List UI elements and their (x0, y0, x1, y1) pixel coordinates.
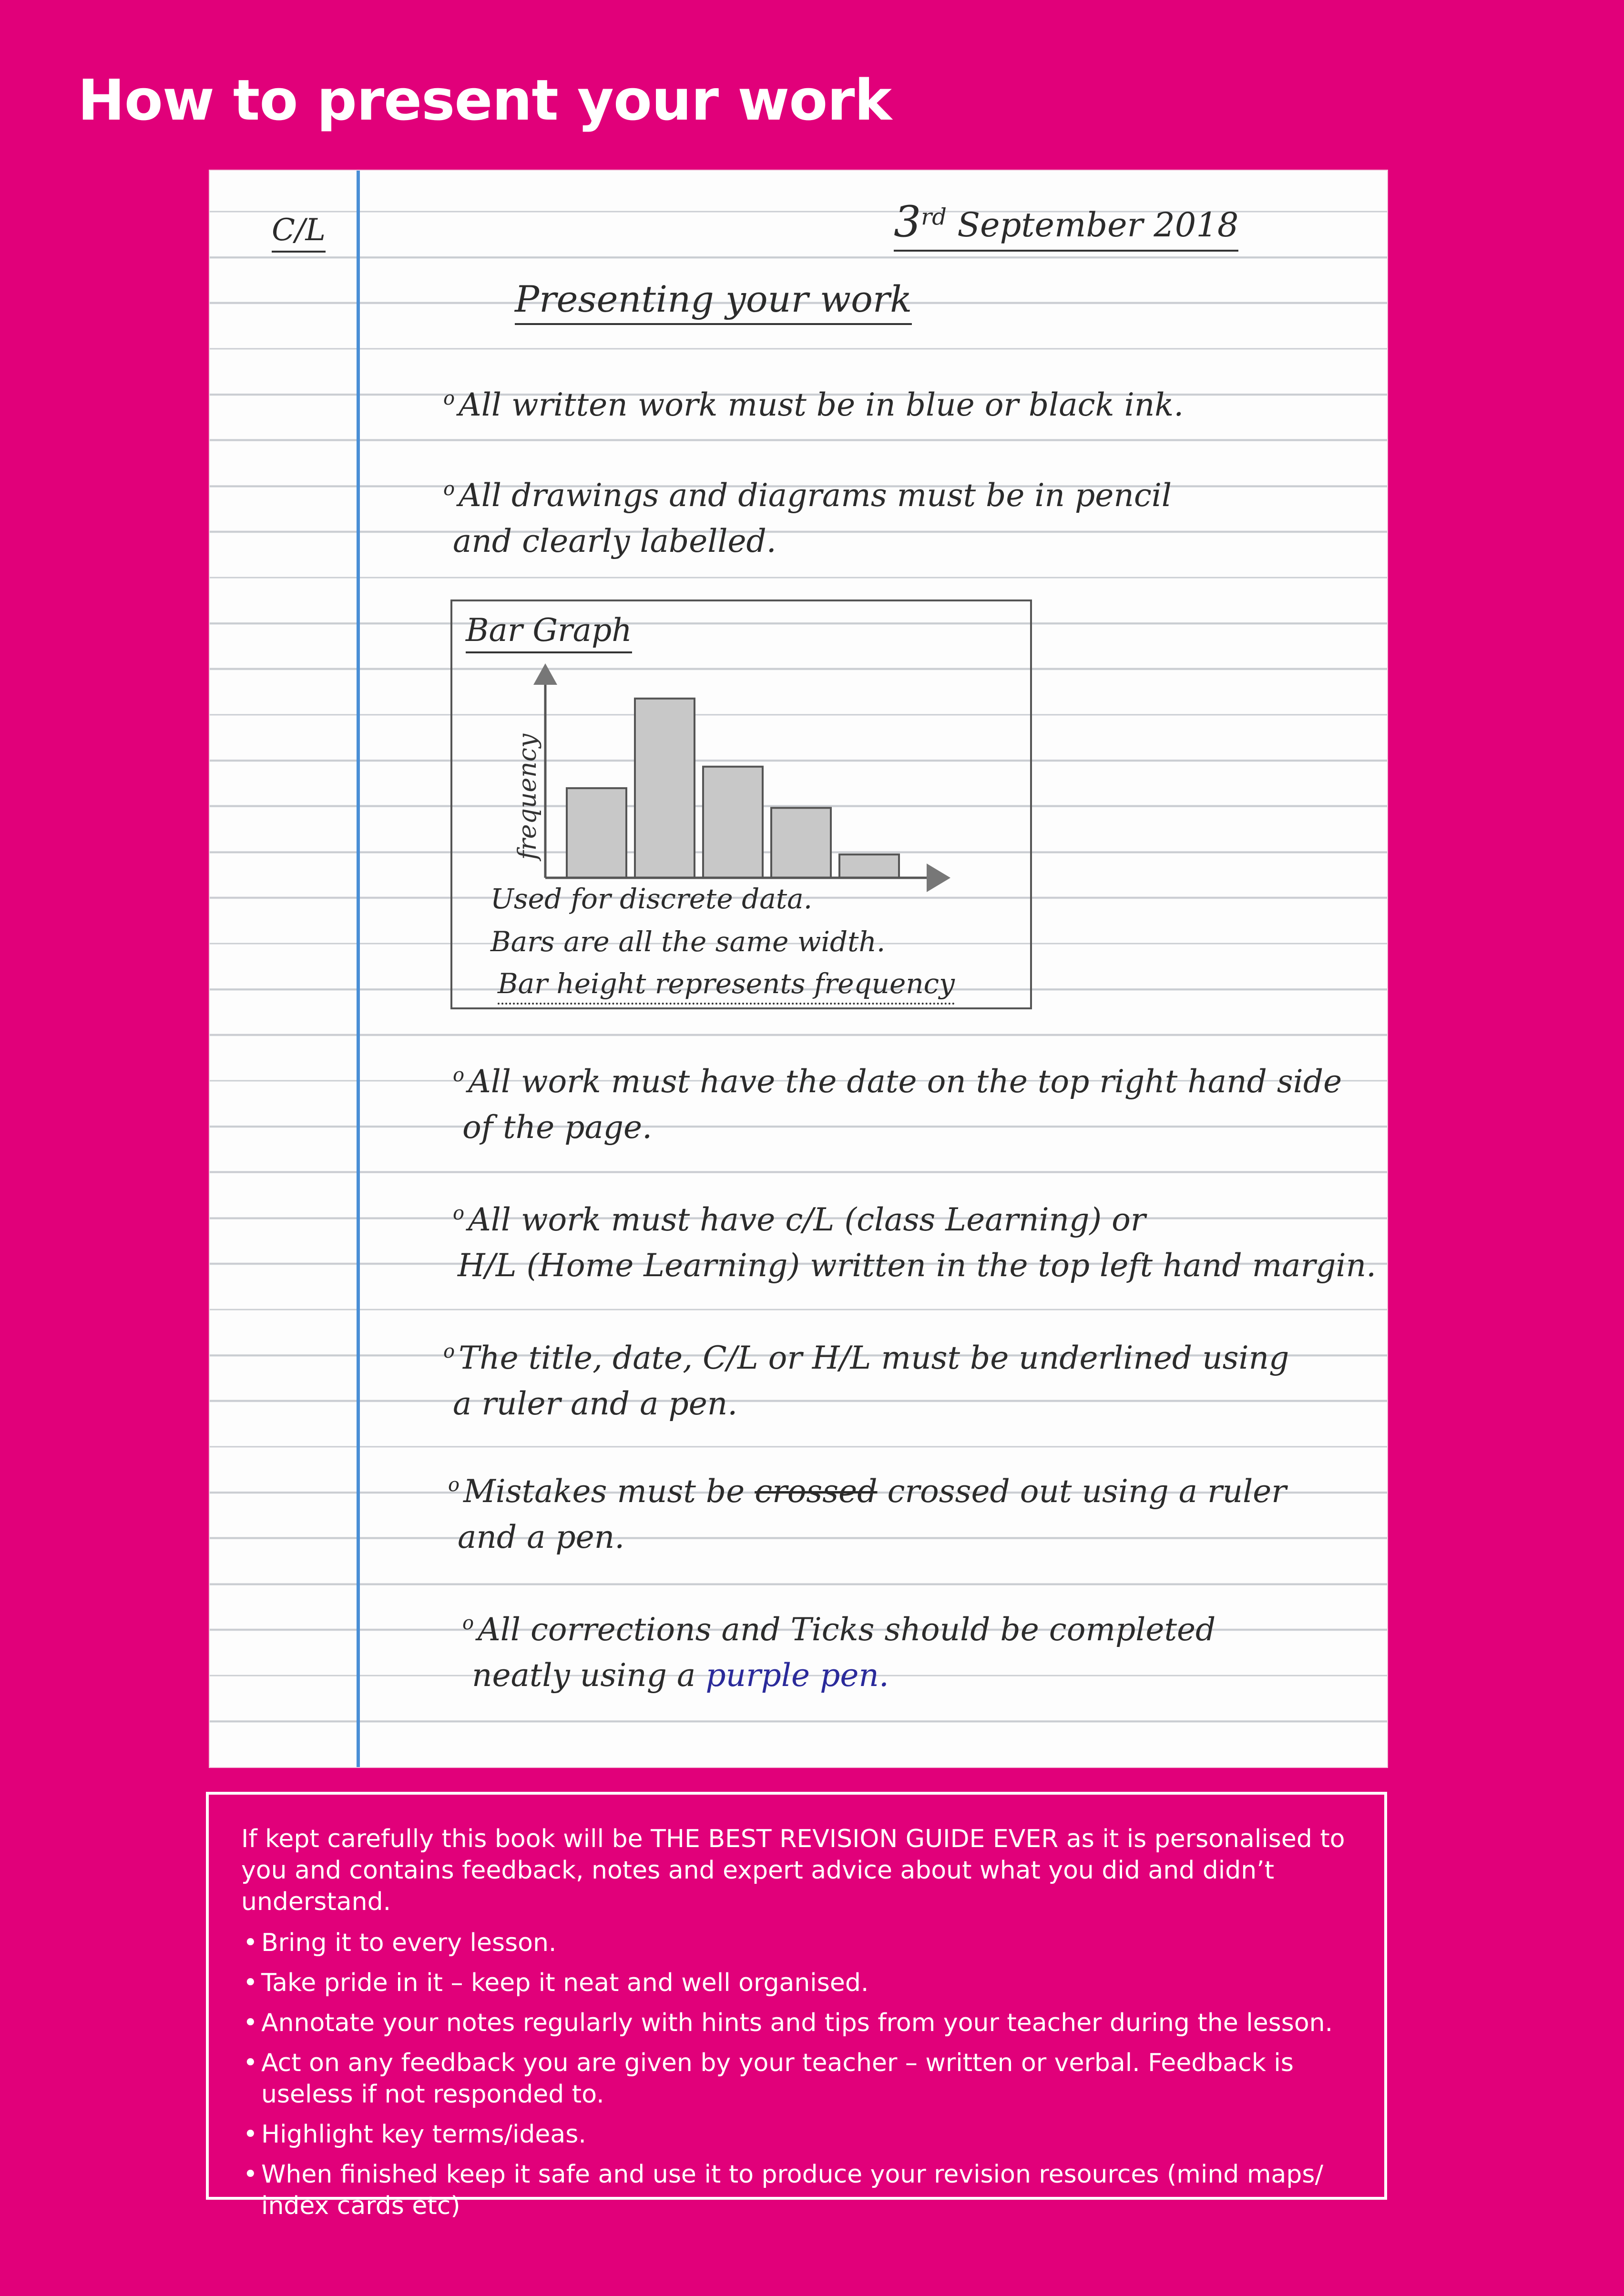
crossed-out-word: crossed (755, 1473, 878, 1510)
bullet-line: of the page. (462, 1109, 653, 1146)
bar-3 (703, 767, 763, 878)
bullet-line: All written work must be in blue or black ink. (459, 386, 1184, 423)
bullet-item (453, 1052, 1342, 1150)
bullet-item (453, 1190, 1376, 1289)
date-day: 3 (894, 197, 921, 247)
bullet-dot: o (448, 1474, 460, 1496)
margin-line (357, 171, 360, 1767)
bullet-line: neatly using a (472, 1657, 696, 1694)
bullet-line: Mistakes must be (463, 1473, 745, 1510)
margin-label: C/L (272, 213, 326, 253)
page-title: How to present your work (78, 67, 891, 133)
bullet-line: All drawings and diagrams must be in pencil (459, 477, 1172, 514)
bullet-line: H/L (Home Learning) written in the top left hand margin. (458, 1247, 1377, 1284)
tip-item: • Bring it to every lesson. (241, 1927, 1356, 1959)
date-suffix: rd (921, 203, 947, 231)
bullet-dot: o (453, 1064, 465, 1086)
info-box (206, 1792, 1387, 2220)
y-axis-arrow (533, 663, 557, 685)
tip-item: • When finished keep it safe and use it to produce your revision resources (mind maps/ index cards etc) (241, 2159, 1356, 2222)
tips-list (241, 1927, 1356, 2222)
graph-note: Bars are all the same width. (490, 925, 886, 958)
tip-item: • Annotate your notes regularly with hints and tips from your teacher during the lesson. (241, 2007, 1356, 2039)
x-axis-arrow (927, 864, 950, 892)
bullet-line: crossed out using a ruler (887, 1473, 1287, 1510)
bar-4 (771, 808, 831, 878)
bullet-dot: o (443, 478, 455, 500)
tip-item: • Highlight key terms/ideas. (241, 2119, 1356, 2150)
graph-title: Bar Graph (466, 612, 632, 653)
bar-graph-sketch (450, 599, 1032, 1009)
bullet-line: and a pen. (458, 1519, 625, 1555)
purple-pen-text: purple pen. (705, 1657, 889, 1694)
tip-item: • Act on any feedback you are given by your teacher – written or verbal. Feedback is useless if not responded to. (241, 2047, 1356, 2110)
notebook-page (210, 171, 1387, 1767)
bar-5 (839, 854, 899, 878)
bullet-dot: o (453, 1202, 465, 1224)
bar-1 (567, 788, 626, 878)
bullet-dot: o (443, 1341, 455, 1362)
bullet-item (462, 1600, 1215, 1698)
bullet-line: All corrections and Ticks should be completed (478, 1611, 1216, 1648)
bullet-item (443, 376, 1184, 428)
tip-item: • Take pride in it – keep it neat and well organised. (241, 1967, 1356, 1999)
bullet-item (443, 466, 1172, 564)
bar-2 (635, 699, 695, 878)
bullet-item (448, 1462, 1287, 1560)
bullet-line: a ruler and a pen. (453, 1385, 738, 1422)
y-axis-label: frequency (513, 733, 542, 860)
bullet-dot: o (462, 1612, 474, 1634)
bullet-line: and clearly labelled. (453, 523, 776, 559)
date (894, 197, 1238, 252)
bullet-line: The title, date, C/L or H/L must be underlined using (459, 1340, 1289, 1376)
notebook-heading: Presenting your work (515, 278, 912, 325)
date-rest: September 2018 (957, 205, 1239, 244)
bullet-item (443, 1329, 1289, 1427)
bullet-line: All work must have c/L (class Learning) or (468, 1201, 1146, 1238)
bullet-line: All work must have the date on the top right hand side (468, 1063, 1342, 1100)
graph-note: Bar height represents frequency (498, 967, 955, 1005)
info-intro: If kept carefully this book will be THE BEST REVISION GUIDE EVER as it is personalised to you and contains feedback, notes and expert advice about what you did and didn’t understand. (241, 1825, 1345, 1916)
bullet-dot: o (443, 387, 455, 409)
graph-note: Used for discrete data. (490, 883, 813, 915)
